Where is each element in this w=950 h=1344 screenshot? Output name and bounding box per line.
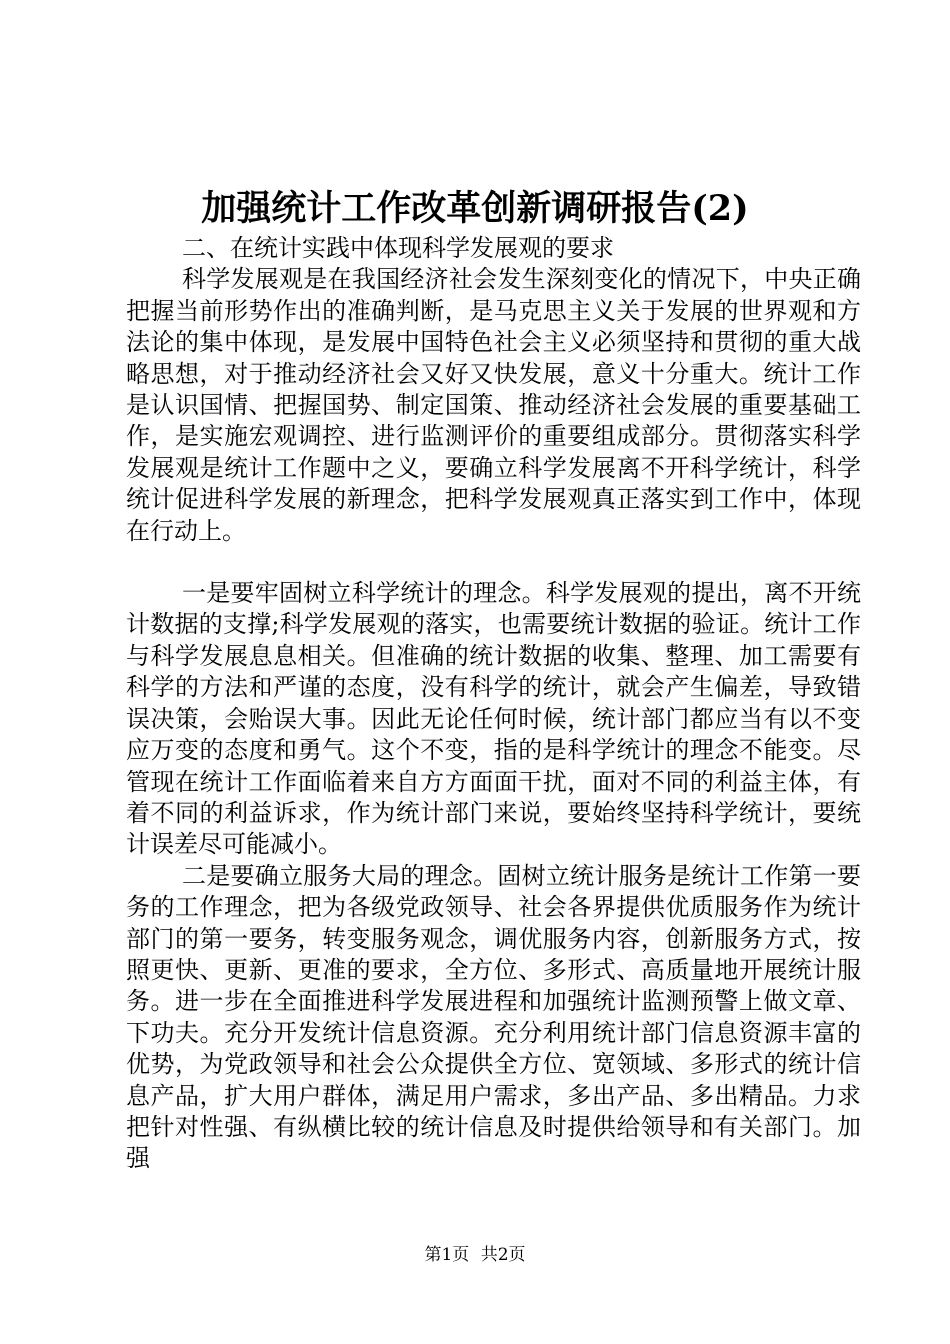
page-footer	[0, 1243, 950, 1267]
paragraph-1: 科学发展观是在我国经济社会发生深刻变化的情况下，中央正确把握当前形势作出的准确判断，是马克思主义关于发展的世界观和方法论的集中体现，是发展中国特色社会主义必须坚持和贯彻的重大战略思想，对于推动经济社会又好又快发展，意义十分重大。统计工作是认识国情、把握国势、制定国策、推动经济社会发展的重要基础工作，是实施宏观调控、进行监测评价的重要组成部分。贯彻落实科学发展观是统计工作题中之义，要确立科学发展离不开科学统计，科学统计促进科学发展的新理念，把科学发展观真正落实到工作中，体现在行动上。	[126, 265, 861, 545]
paragraph-2: 一是要牢固树立科学统计的理念。科学发展观的提出，离不开统计数据的支撑;科学发展观的落实，也需要统计数据的验证。统计工作与科学发展息息相关。但准确的统计数据的收集、整理、加工需要有科学的方法和严谨的态度，没有科学的统计，就会产生偏差，导致错误决策，会贻误大事。因此无论任何时候，统计部门都应当有以不变应万变的态度和勇气。这个不变，指的是科学统计的理念不能变。尽管现在统计工作面临着来自方方面面干扰，面对不同的利益主体，有着不同的利益诉求，作为统计部门来说，要始终坚持科学统计，要统计误差尽可能减小。	[126, 579, 861, 859]
page-total: 共2页	[480, 1245, 526, 1265]
page-number: 第1页	[424, 1245, 470, 1265]
document-title: 加强统计工作改革创新调研报告(2)	[201, 188, 749, 229]
document-body	[126, 233, 861, 1175]
section-heading: 二、在统计实践中体现科学发展观的要求	[182, 234, 614, 262]
paragraph-gap	[126, 547, 861, 578]
paragraph-3: 二是要确立服务大局的理念。固树立统计服务是统计工作第一要务的工作理念，把为各级党政领导、社会各界提供优质服务作为统计部门的第一要务，转变服务观念，调优服务内容，创新服务方式，按照更快、更新、更准的要求，全方位、多形式、高质量地开展统计服务。进一步在全面推进科学发展进程和加强统计监测预警上做文章、下功夫。充分开发统计信息资源。充分利用统计部门信息资源丰富的优势，为党政领导和社会公众提供全方位、宽领域、多形式的统计信息产品，扩大用户群体，满足用户需求，多出产品、多出精品。力求把针对性强、有纵横比较的统计信息及时提供给领导和有关部门。加强	[126, 861, 861, 1173]
